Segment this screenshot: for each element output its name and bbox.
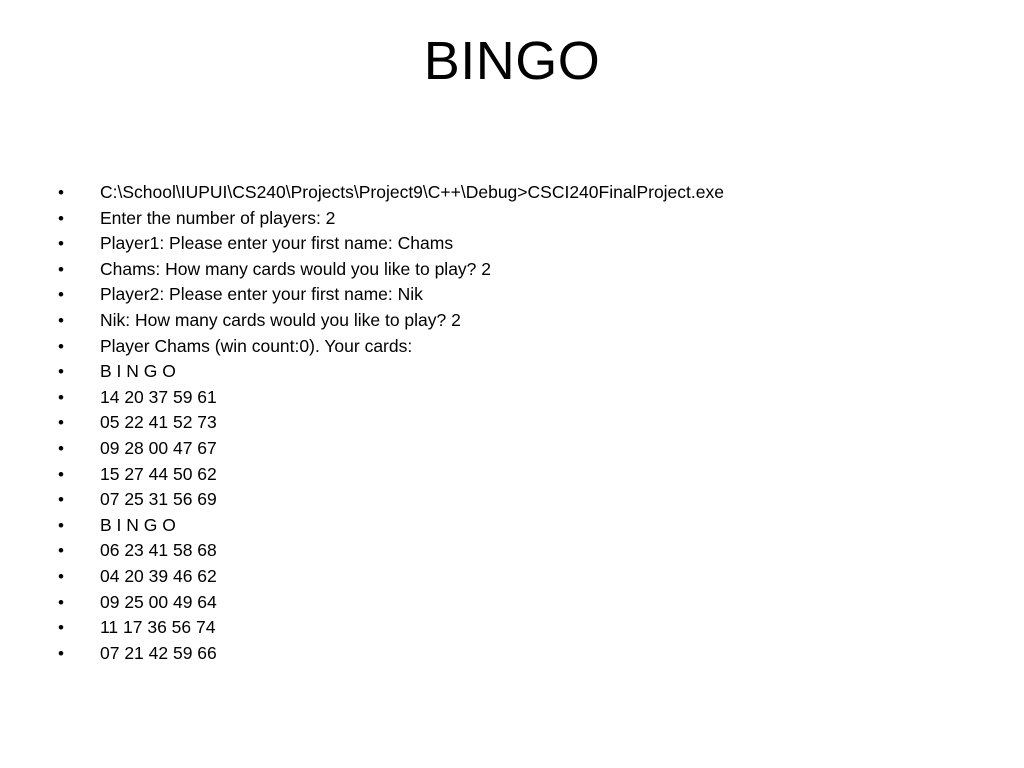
bullet-dot-icon: • [58,234,64,254]
bullet-text: 05 22 41 52 73 [100,412,217,433]
bullet-dot-icon: • [58,336,64,356]
bullet-text: Nik: How many cards would you like to play? 2 [100,309,461,330]
bullet-dot-icon: • [58,310,64,330]
bullet-item [58,436,998,462]
bullet-item [58,590,998,616]
bullet-dot-icon: • [58,566,64,586]
bullet-text: B I N G O [100,361,176,382]
bullet-item [58,206,998,232]
bullet-dot-icon: • [58,387,64,407]
bullet-item [58,359,998,385]
bullet-item [58,615,998,641]
bullet-item [58,282,998,308]
bullet-dot-icon: • [58,413,64,433]
bullet-item [58,257,998,283]
bullet-item [58,385,998,411]
bullet-item [58,180,998,206]
bullet-text: 06 23 41 58 68 [100,540,217,561]
bullet-dot-icon: • [58,259,64,279]
bullet-text: Player2: Please enter your first name: Nik [100,284,423,305]
bullet-item [58,410,998,436]
bullet-item [58,538,998,564]
bullet-dot-icon: • [58,208,64,228]
bullet-item [58,513,998,539]
bullet-text: Enter the number of players: 2 [100,207,336,228]
bullet-item [58,564,998,590]
bullet-dot-icon: • [58,643,64,663]
bullet-text: 04 20 39 46 62 [100,565,217,586]
bullet-text: C:\School\IUPUI\CS240\Projects\Project9\C++\Debug>CSCI240FinalProject.exe [100,182,724,202]
bullet-dot-icon: • [58,618,64,638]
bullet-text: Player1: Please enter your first name: Chams [100,233,454,254]
bullet-dot-icon: • [58,438,64,458]
bullet-text: Player Chams (win count:0). Your cards: [100,335,413,356]
bullet-dot-icon: • [58,592,64,612]
bullet-dot-icon: • [58,362,64,382]
bullet-item [58,231,998,257]
bullet-text: 15 27 44 50 62 [100,463,217,484]
bullet-list [58,180,998,666]
bullet-text: Chams: How many cards would you like to play? 2 [100,258,492,279]
bullet-text: 14 20 37 59 61 [100,386,217,407]
bullet-text: 07 25 31 56 69 [100,489,217,510]
bullet-item [58,487,998,513]
bullet-text: 09 28 00 47 67 [100,437,217,458]
bullet-item [58,308,998,334]
bullet-dot-icon: • [58,464,64,484]
bullet-text: 07 21 42 59 66 [100,642,217,663]
bullet-dot-icon: • [58,183,64,202]
slide-title: BINGO [423,31,601,91]
bullet-item [58,334,998,360]
bullet-dot-icon: • [58,541,64,561]
bullet-text: 09 25 00 49 64 [100,591,217,612]
bullet-dot-icon: • [58,490,64,510]
bullet-item [58,462,998,488]
bullet-text: B I N G O [100,514,176,535]
bullet-text: 11 17 36 56 74 [100,617,216,638]
bullet-dot-icon: • [58,515,64,535]
bullet-dot-icon: • [58,285,64,305]
bullet-item [58,641,998,667]
